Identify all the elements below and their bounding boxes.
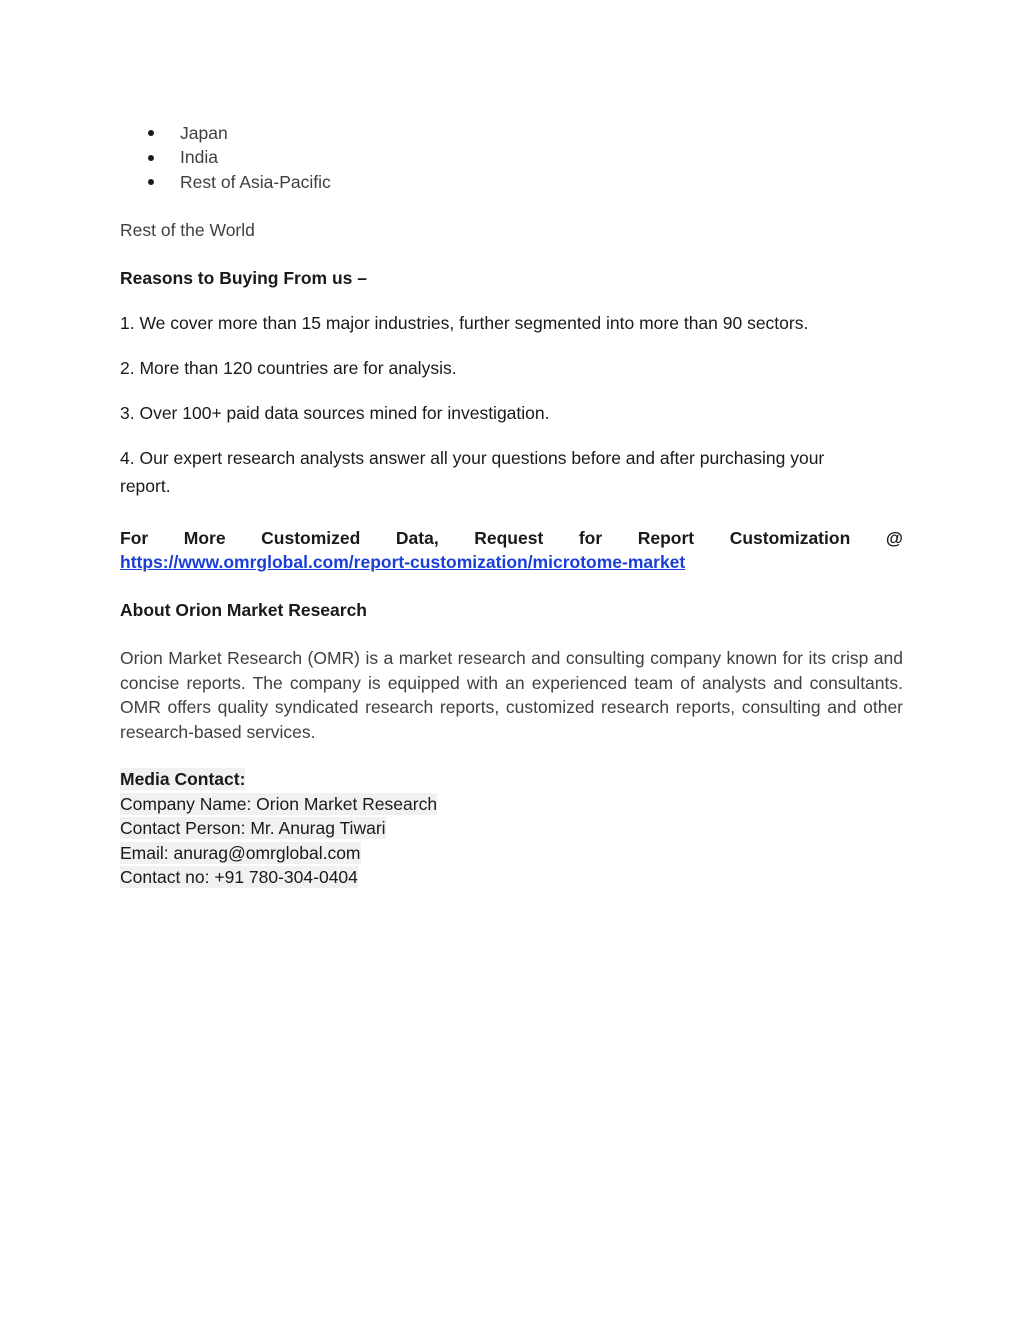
customization-line: [120, 526, 903, 551]
reasons-heading: Reasons to Buying From us –: [120, 268, 367, 288]
about-heading: About Orion Market Research: [120, 600, 367, 620]
bullet-icon: [148, 155, 154, 161]
bullet-icon: [148, 130, 154, 136]
customization-word: Customized: [261, 528, 361, 548]
contact-email: Email: anurag@omrglobal.com: [120, 843, 361, 863]
rest-of-world: Rest of the World: [120, 220, 255, 240]
customization-word: @: [885, 528, 903, 548]
customization-word: For: [120, 528, 149, 548]
region-item: Japan: [180, 123, 228, 143]
customization-word: for: [578, 528, 603, 548]
region-item: India: [180, 147, 218, 167]
customization-word: Customization: [729, 528, 851, 548]
contact-person: Contact Person: Mr. Anurag Tiwari: [120, 818, 386, 838]
customization-word: Report: [637, 528, 695, 548]
reason-item-continued: report.: [120, 476, 171, 496]
reason-item: 3. Over 100+ paid data sources mined for investigation.: [120, 403, 550, 423]
reason-item: 2. More than 120 countries are for analysis.: [120, 358, 457, 378]
region-item: Rest of Asia-Pacific: [180, 172, 331, 192]
contact-company: Company Name: Orion Market Research: [120, 794, 438, 814]
reason-item: 4. Our expert research analysts answer all your questions before and after purchasing your: [120, 448, 825, 468]
contact-phone: Contact no: +91 780-304-0404: [120, 867, 358, 887]
bullet-icon: [148, 179, 154, 185]
about-body: Orion Market Research (OMR) is a market research and consulting company known for its crisp and concise reports. The company is equipped with an experienced team of analysts and consultants. OMR offers quality syndicated research reports, customized research reports, consulting and other research-based services.: [120, 648, 903, 742]
customization-link[interactable]: https://www.omrglobal.com/report-customization/microtome-market: [120, 552, 686, 572]
reason-item: 1. We cover more than 15 major industries, further segmented into more than 90 sectors.: [120, 313, 809, 333]
customization-word: More: [183, 528, 226, 548]
media-contact-heading: Media Contact:: [120, 769, 246, 789]
customization-word: Data,: [395, 528, 439, 548]
customization-word: Request: [474, 528, 544, 548]
